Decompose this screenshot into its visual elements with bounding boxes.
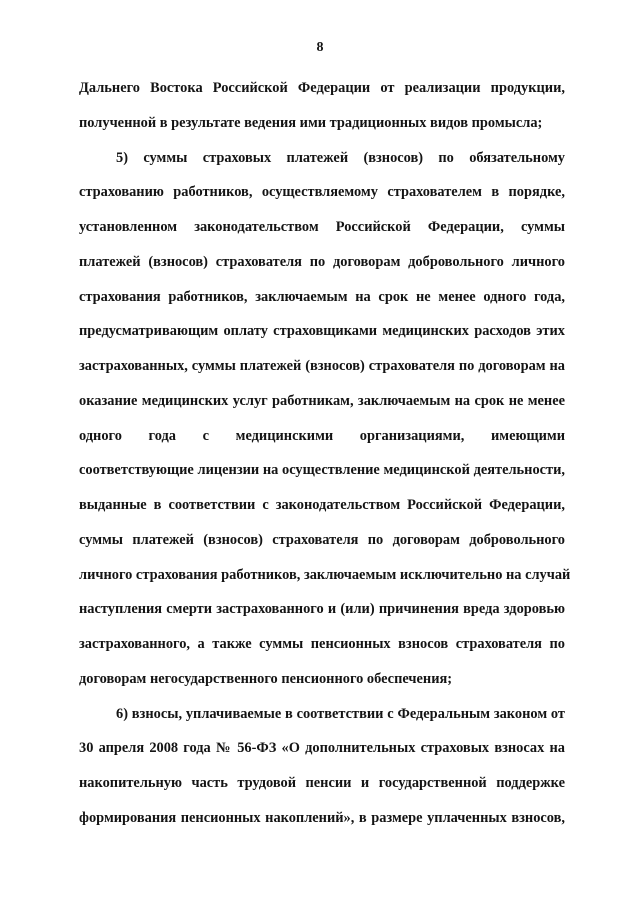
text-line: накопительную часть трудовой пенсии и государственной поддержке <box>79 775 565 791</box>
text-line: личного страхования работников, заключаемым исключительно на случай <box>79 566 571 583</box>
text-line: застрахованного, а также суммы пенсионных взносов страхователя по <box>79 636 565 652</box>
text-line: предусматривающим оплату страховщиками медицинских расходов этих <box>79 323 565 340</box>
text-line: полученной в результате ведения ими традиционных видов промысла; <box>79 114 543 131</box>
text-line: оказание медицинских услуг работникам, заключаемым на срок не менее <box>79 392 565 409</box>
text-line: одного года с медицинскими организациями, имеющими <box>79 427 565 444</box>
text-line: формирования пенсионных накоплений», в размере уплаченных взносов, <box>79 809 565 826</box>
text-line: выданные в соответствии с законодательством Российской Федерации, <box>79 497 565 513</box>
text-line: суммы платежей (взносов) страхователя по договорам добровольного <box>79 531 565 548</box>
paragraph-start-line: 5) суммы страховых платежей (взносов) по обязательному <box>116 149 565 166</box>
text-line: Дальнего Востока Российской Федерации от реализации продукции, <box>79 80 565 96</box>
text-line: застрахованных, суммы платежей (взносов) страхователя по договорам на <box>79 358 565 374</box>
text-line: страхования работников, заключаемым на срок не менее одного года, <box>79 288 565 305</box>
text-line: платежей (взносов) страхователя по договорам добровольного личного <box>79 253 565 270</box>
text-line: 30 апреля 2008 года № 56-ФЗ «О дополнительных страховых взносах на <box>79 740 565 757</box>
text-line: договорам негосударственного пенсионного обеспечения; <box>79 670 453 687</box>
page-number: 8 <box>316 40 324 55</box>
text-line: соответствующие лицензии на осуществление медицинской деятельности, <box>79 462 565 479</box>
text-line: страхованию работников, осуществляемому страхователем в порядке, <box>79 184 565 201</box>
text-line: наступления смерти застрахованного и (или) причинения вреда здоровью <box>79 601 565 618</box>
text-line: установленном законодательством Российской Федерации, суммы <box>79 219 565 235</box>
paragraph-start-line: 6) взносы, уплачиваемые в соответствии с Федеральным законом от <box>116 705 565 722</box>
document-body <box>79 71 571 836</box>
